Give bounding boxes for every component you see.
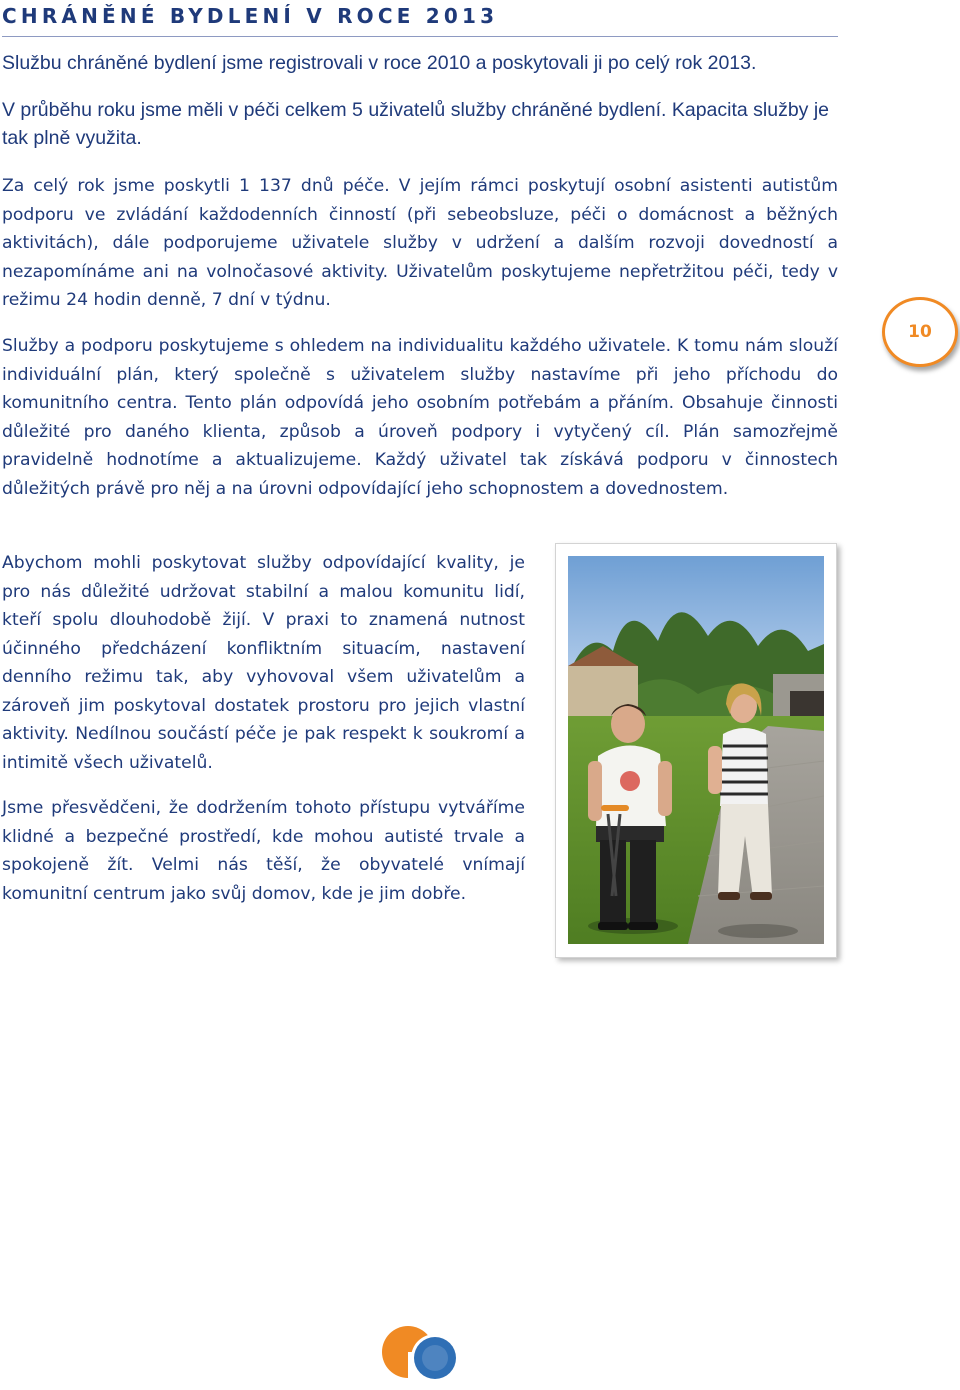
heading-divider [2,36,838,37]
page-heading: CHRÁNĚNÉ BYDLENÍ V ROCE 2013 [2,4,499,28]
photo-two-people-outdoors [568,556,824,944]
organization-logo-icon [378,1318,464,1386]
paragraph-capacity: V průběhu roku jsme měli v péči celkem 5 uživatelů služby chráněné bydlení. Kapacita služby je tak plně využita. [2,99,830,149]
paragraph-care-days: Za celý rok jsme poskytli 1 137 dnů péče. V jejím rámci poskytují osobní asistenti autistům podporu ve zvládání každodenních činností (při sebeobsluze, péči o domácnost a běžných aktivitách), dále podporujeme uživatele služby v udržení a dalším rozvoji dovedností a nezapomínáme ani na volnočasové aktivity. Uživatelům poskytujeme nepřetržitou péči, tedy v režimu 24 hodin denně, 7 dní v týdnu. [2,176,838,310]
paragraph-environment: Jsme přesvědčeni, že dodržením tohoto přístupu vytváříme klidné a bezpečné prostředí, kde mohou autisté trvale a spokojeně žít. Velmi nás těší, že obyvatelé vnímají komunitní centrum jako svůj domov, kde je jim dobře. [2,798,525,904]
photo-frame [555,543,837,958]
page-number-badge: 10 [882,297,958,367]
paragraph-registration: Službu chráněné bydlení jsme registrovali v roce 2010 a poskytovali ji po celý rok 2013. [2,52,757,74]
paragraph-individual-plan: Služby a podporu poskytujeme s ohledem na individualitu každého uživatele. K tomu nám slouží individuální plán, který společně s uživatelem služby nastavíme při jeho příchodu do komunitního centra. Tento plán odpovídá jeho osobním potřebám a přáním. Obsahuje činnosti důležité pro daného klienta, způsob a úroveň podpory i vytyčený cíl. Plán samozřejmě pravidelně hodnotíme a aktualizujeme. Každý uživatel tak získává podporu v činnostech důležitých právě pro něj a na úrovni odpovídající jeho schopnostem a dovednostem. [2,336,838,499]
paragraph-community: Abychom mohli poskytovat služby odpovídající kvality, je pro nás důležité udržovat stabilní a malou komunitu lidí, kteří spolu dlouhodobě žijí. V praxi to znamená nutnost účinného předcházení konfliktním situacím, nastavení denního režimu tak, aby vyhovoval všem uživatelům a zároveň jim poskytoval dostatek prostoru pro jejich vlastní aktivity. Nedílnou součástí péče je pak respekt k soukromí a intimitě všech uživatelů. [2,553,525,773]
